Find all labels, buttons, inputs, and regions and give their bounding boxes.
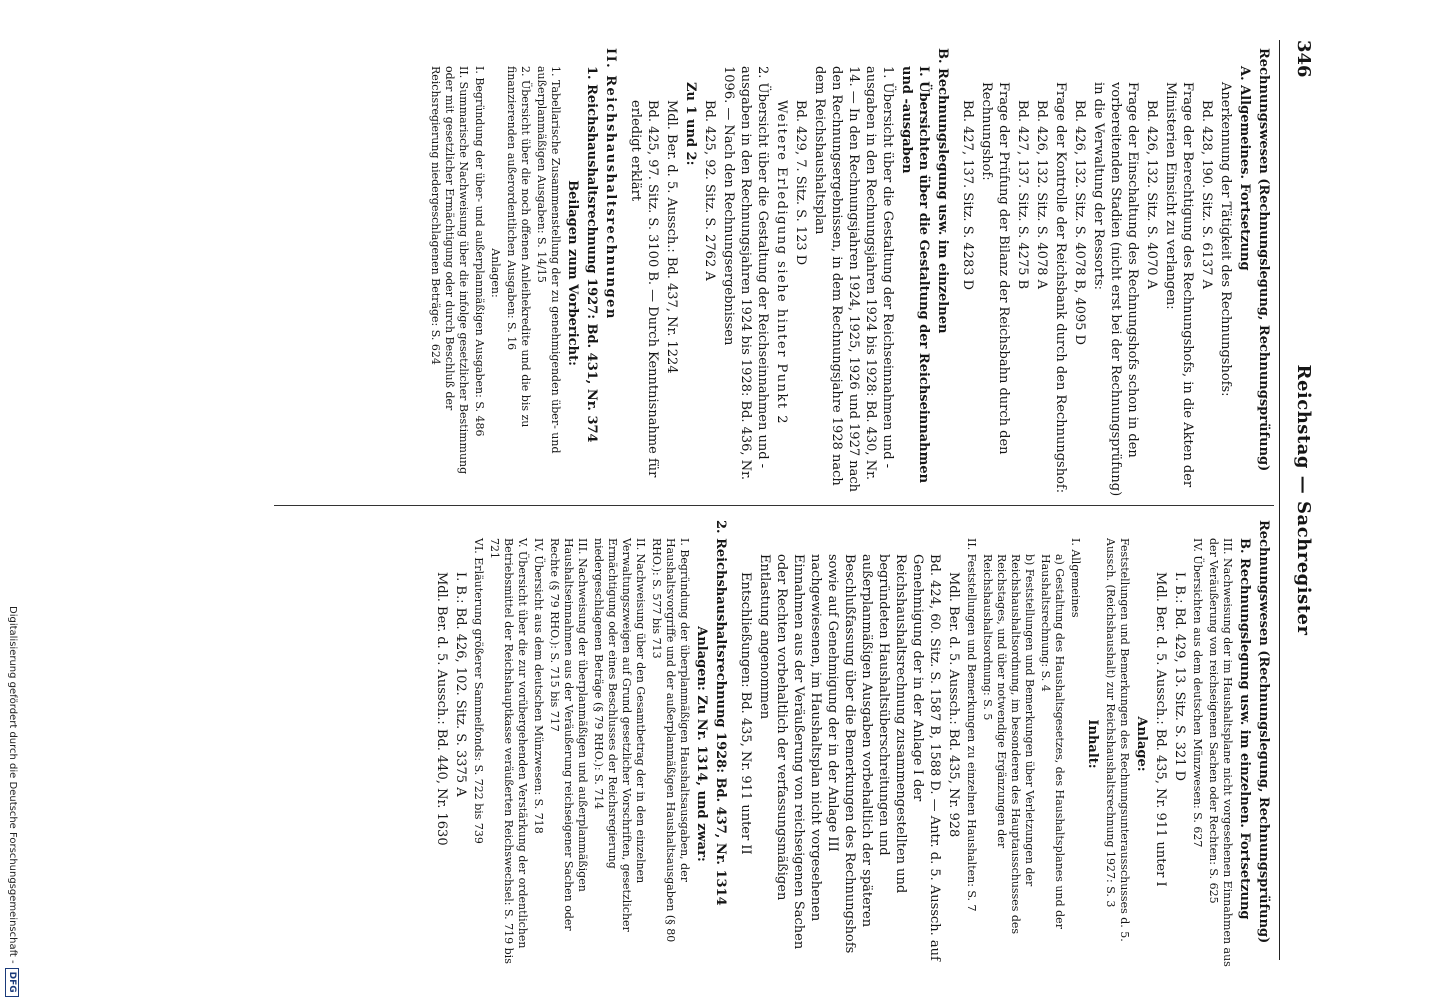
entry-text: b) Feststellungen und Bemerkungen über Verletzungen der Reichshaushaltsordnung, im besonderen des Hauptausschusses des Reichstages, und über notwendige Ergänzungen der Reichshaushaltsordnung: S. 5 [981,554,1036,935]
entry-reference: Mdl. Ber. d. 5. Aussch.: Bd. 437, Nr. 1224 [664,100,679,374]
entry-reference: Mdl. Ber. d. 5. Aussch.: Bd. 435, Nr. 928 [946,572,961,838]
entry-text: 2. Übersicht über die Gestaltung der Reichseinnahmen und -ausgaben in den Rechnungsjahren 1924 bis 1928: Bd. 436, Nr. 1096. — Nach den Rechnungsergebnissen [721,66,770,480]
left-column [426,48,1272,498]
dfg-logo: DFG [5,968,19,997]
entry-text: Frage der Kontrolle der Reichsbank durch den Rechnungshof: [1053,82,1068,494]
section-heading: Rechnungswesen (Rechnungslegung, Rechnungsprüfung) [1256,520,1271,944]
entry-text: a) Gestaltung des Haushaltsgesetzes, des Haushaltsplanes und der Haushaltsrechnung: S. 4 [1039,554,1066,929]
subsection-heading: B. Rechnungslegung usw. im einzelnen. Fortsetzung [1237,538,1252,920]
entry-text: II. Nachweisung über den Gesamtbetrag der in den einzelnen Verwaltungszweigen auf Grund gesetzlicher Vorschriften, gesetzlicher Ermächtigung oder eines Beschlusses der Reichsregierung niedergeschlagenen Beträge (§ 79 RHO.): S. 714 [592,538,647,932]
entry-label: Anlagen: [489,248,502,298]
entry-label: Zu 1 und 2: [683,82,698,166]
subsection-heading: B. Rechnungslegung usw. im einzelnen [935,48,950,334]
entry-text: Frage der Berechtigung des Rechnungshofs, in die Akten der Ministerien Einsicht zu verlangen: [1163,82,1195,488]
entry-reference: Bd. 425, 92. Sitz. S. 2762 A [702,100,717,281]
entry-reference: Bd. 426, 132. Sitz. S. 4078 B, 4095 D [1072,100,1087,346]
entry-heading: 1. Reichshaushaltsrechnung 1927: Bd. 431, Nr. 374 [584,66,599,443]
entry-reference: I. B.: Bd. 429, 13. Sitz. S. 321 D [1172,572,1187,782]
right-column [431,520,1272,968]
section-heading: Rechnungswesen (Rechnungslegung, Rechnungsprüfung) [1256,48,1271,472]
entry-text: Feststellungen und Bemerkungen des Rechnungsunterausschusses d. 5. Aussch. (Reichshaushalt) zur Reichshaushaltsrechnung 1927: S. 3 [1104,538,1131,942]
entry-reference: Bd. 429, 7. Sitz. S. 123 D [793,100,808,266]
entry-text: Anerkennung der Tätigkeit des Rechnungshofs: [1218,82,1233,397]
page-header [1279,40,1314,960]
entry-reference: Mdl. Ber. d. 5. Aussch.: Bd. 435, Nr. 911 unter I [1153,572,1168,887]
entry-text: 1. Übersicht über die Gestaltung der Reichseinnahmen und -ausgaben in den Rechnungsjahren 1924 bis 1928: Bd. 430, Nr. 14. — In den Rechnungsjahren 1924, 1925, 1926 und 1927 nach den Rechnungsergebnissen, in dem Rechnungsjahre 1928 nach dem Reichshaushaltsplan [812,66,895,493]
entry-text: Bd. 424, 60. Sitz. S. 1587 B, 1588 D. — Antr. d. 5. Aussch. auf Genehmigung der in der Anlage I der Reichshaushaltsrechnung zusammengestellten und begründeten Haushaltsüberschreitungen und außerplanmäßigen Ausgaben vorbehaltlich der späteren Beschlußfassung über die Bemerkungen des Rechnungshofs sowie auf Genehmigung der in der Anlage III nachgewiesenen, im Haushaltsplan nicht vorgesehenen Einnahmen aus der Veräußerung von reichseigenen Sachen oder Rechten vorbehaltlich der verfassungsmäßigen Entlastung angenommen [757,554,942,961]
entry-reference: Bd. 427, 137. Sitz. S. 4283 D [960,100,975,291]
entry-text: IV. Übersicht aus dem deutschen Münzwesen: S. 718 [532,538,545,834]
entry-text: II. Feststellungen und Bemerkungen zu einzelnen Haushalten: S. 7 [965,538,978,912]
entry-reference: Entschließungen: Bd. 435, Nr. 911 unter II [738,572,753,855]
entry-reference: Bd. 426, 132. Sitz. S. 4070 A [1144,100,1159,290]
entry-text: III. Nachweisung der im Haushaltsplane nicht vorgesehenen Einnahmen aus der Veräußerung von reichseigenen Sachen oder Rechten: S. 625 [1207,538,1234,967]
subsection-heading: A. Allgemeines. Fortsetzung [1237,66,1252,271]
entry-text: Frage der Einschaltung des Rechnungshofs schon in den vorbereitenden Stadien (nicht erst bei der Rechnungsprüfung) in die Verwaltung der Ressorts: [1091,82,1140,497]
page-title: Reichstag — Sachregister [1293,364,1314,636]
entry-reference: Bd. 426, 132. Sitz. S. 4078 A [1034,100,1049,290]
entry-note: Weitere Erledigung siehe hinter Punkt 2 [774,100,789,426]
funding-credit: Digitalisierung gefördert durch die Deutsche Forschungsgemeinschaft - [7,606,18,964]
page-number: 346 [1293,40,1314,78]
entry-text: II. Summarische Nachweisung über die infolge gesetzlicher Bestimmung oder mit gesetzlicher Ermächtigung oder durch Beschluß der Reichsregierung niedergeschlagenen Beträge: S. 624 [429,66,470,475]
entry-reference: Bd. 427, 137. Sitz. S. 4275 B [1015,100,1030,290]
entry-text: 1. Tabellarische Zusammenstellung der zu genehmigenden über- und außerplanmäßigen Ausgaben: S. 14/15 [535,66,562,454]
entry-text: V. Übersicht über die zur vorübergehenden Verstärkung der ordentlichen Betriebsmittel der Reichshauptkasse veräußerten Reichswechsel: S. 719 bis 721 [488,538,529,964]
entry-label: Anlagen: Zu Nr. 1314, und zwar: [694,626,709,862]
subsection-heading: II. Reichshaushaltsrechnungen [603,48,618,320]
column-divider [274,505,1274,506]
entry-text: VI. Erläuterung größerer Sammelfonds: S. 722 bis 739 [472,538,485,844]
subsection-heading: I. Übersichten über die Gestaltung der Reichseinnahmen und -ausgaben [899,66,931,484]
entry-text: I. Allgemeines [1069,538,1082,618]
entry-reference: I. B.: Bd. 426, 102. Sitz. S. 3375 A [453,572,468,797]
entry-text: I. Begründung der überplanmäßigen Haushaltsausgaben, der Haushaltsvorgriffe und der außerplanmäßigen Haushaltsausgaben (§ 80 RHO.): S. 577 bis 713 [650,538,691,943]
entry-text: 2. Übersicht über die noch offenen Anleihekredite und die bis zu finanzierenden außerordentlichen Ausgaben: S. 16 [505,66,532,428]
entry-label: Inhalt: [1085,719,1100,769]
entry-label: Anlage: [1134,716,1149,772]
entry-reference: Mdl. Ber. d. 5. Aussch.: Bd. 440, Nr. 1630 [434,572,449,846]
entry-text: IV. Übersichten aus dem deutschen Münzwesen: S. 627 [1191,538,1204,848]
entry-text: III. Nachweisung der überplanmäßigen und außerplanmäßigen Haushaltseinnahmen aus der Veräußerung reichseigener Sachen oder Rechte (§ 79 RHO.): S. 715 bis 717 [548,538,589,931]
entry-reference: Bd. 428, 190. Sitz. S. 6137 A [1199,100,1214,290]
entry-label: Beilagen zum Vorbericht: [565,180,580,366]
entry-text: I. Begründung der über- und außerplanmäßigen Ausgaben: S. 486 [473,66,486,437]
entry-heading: 2. Reichshaushaltsrechnung 1928: Bd. 437, Nr. 1314 [713,520,728,906]
entry-reference: Bd. 425, 97. Sitz. S. 3100 B. — Durch Kenntnisnahme für erledigt erklärt [628,100,660,478]
entry-text: Frage der Prüfung der Bilanz der Reichsbahn durch den Rechnungshof: [979,82,1011,455]
